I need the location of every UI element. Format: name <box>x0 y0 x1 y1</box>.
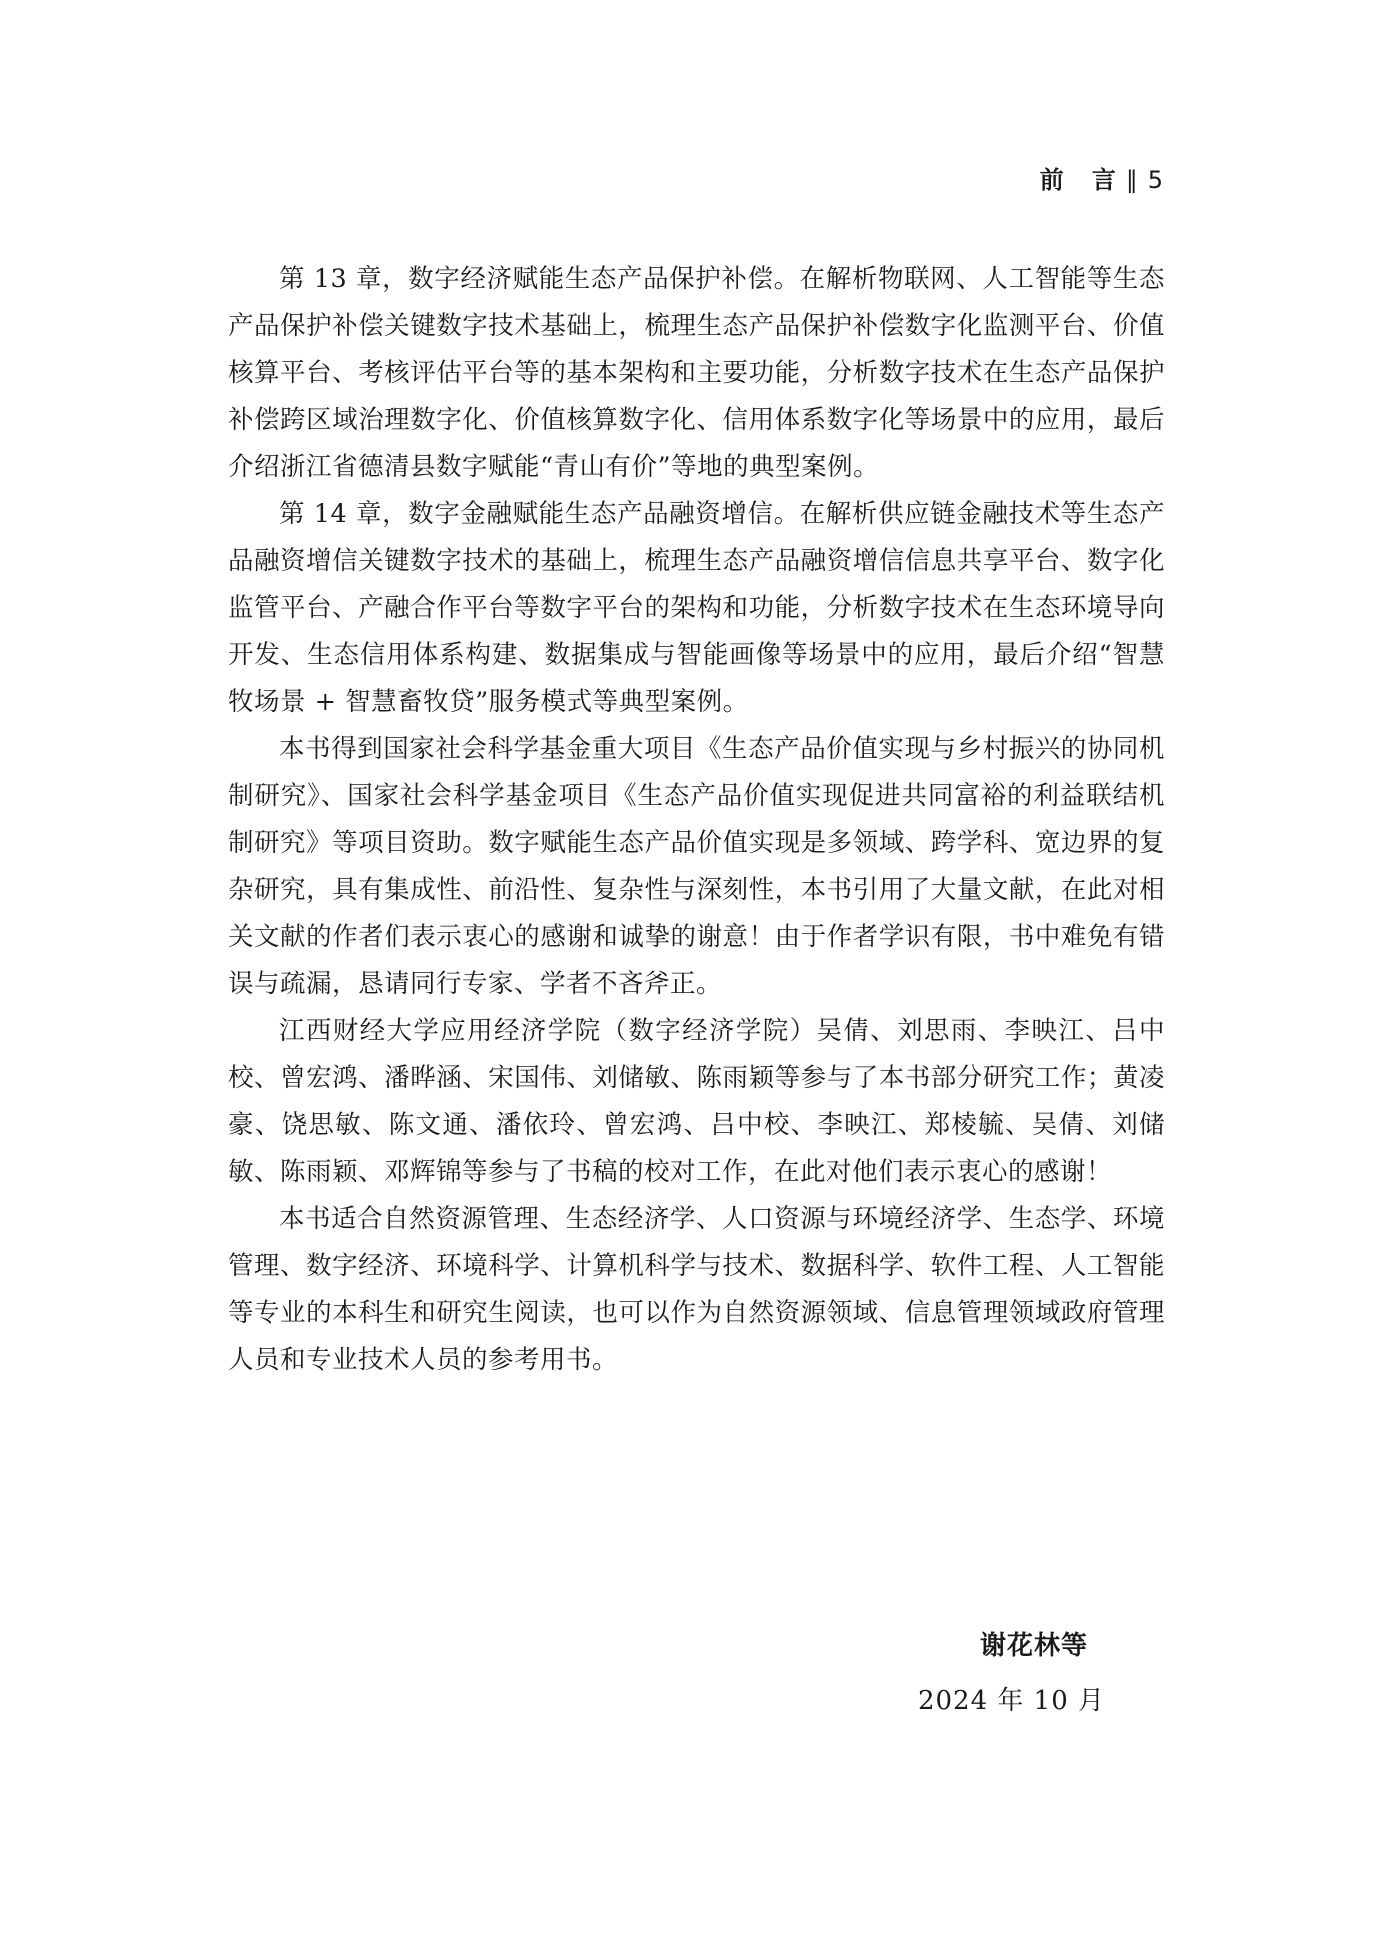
section-title: 前 言 <box>1039 166 1118 194</box>
paragraph-chapter-13: 第 13 章，数字经济赋能生态产品保护补偿。在解析物联网、人工智能等生态产品保护补偿关键数字技术基础上，梳理生态产品保护补偿数字化监测平台、价值核算平台、考核评估平台等的基本架构和主要功能，分析数字技术在生态产品保护补偿跨区域治理数字化、价值核算数字化、信用体系数字化等场景中的应用，最后介绍浙江省德清县数字赋能“青山有价”等地的典型案例。 <box>228 264 1165 482</box>
author-signature: 谢花林等 <box>979 1631 1088 1661</box>
body-text <box>228 256 1165 1384</box>
page-number: 5 <box>1147 166 1165 194</box>
paragraph-acknowledgements: 江西财经大学应用经济学院（数字经济学院）吴倩、刘思雨、李映江、吕中校、曾宏鸿、潘晔涵、宋国伟、刘储敏、陈雨颖等参与了本书部分研究工作；黄凌豪、饶思敏、陈文通、潘依玲、曾宏鸿、吕中校、李映江、郑棱毓、吴倩、刘储敏、陈雨颖、邓辉锦等参与了书稿的校对工作，在此对他们表示衷心的感谢！ <box>228 1016 1165 1187</box>
header-separator: ∥ <box>1125 166 1140 194</box>
signature-date: 2024 年 10 月 <box>917 1686 1105 1716</box>
running-header <box>1040 160 1165 195</box>
paragraph-audience: 本书适合自然资源管理、生态经济学、人口资源与环境经济学、生态学、环境管理、数字经济、环境科学、计算机科学与技术、数据科学、软件工程、人工智能等专业的本科生和研究生阅读，也可以作为自然资源领域、信息管理领域政府管理人员和专业技术人员的参考用书。 <box>228 1204 1165 1375</box>
paragraph-chapter-14: 第 14 章，数字金融赋能生态产品融资增信。在解析供应链金融技术等生态产品融资增信关键数字技术的基础上，梳理生态产品融资增信信息共享平台、数字化监管平台、产融合作平台等数字平台的架构和功能，分析数字技术在生态环境导向开发、生态信用体系构建、数据集成与智能画像等场景中的应用，最后介绍“智慧牧场景 + 智慧畜牧贷”服务模式等典型案例。 <box>228 499 1165 717</box>
paragraph-funding: 本书得到国家社会科学基金重大项目《生态产品价值实现与乡村振兴的协同机制研究》、国家社会科学基金项目《生态产品价值实现促进共同富裕的利益联结机制研究》等项目资助。数字赋能生态产品价值实现是多领域、跨学科、宽边界的复杂研究，具有集成性、前沿性、复杂性与深刻性，本书引用了大量文献，在此对相关文献的作者们表示衷心的感谢和诚挚的谢意！由于作者学识有限，书中难免有错误与疏漏，恳请同行专家、学者不吝斧正。 <box>228 734 1165 999</box>
